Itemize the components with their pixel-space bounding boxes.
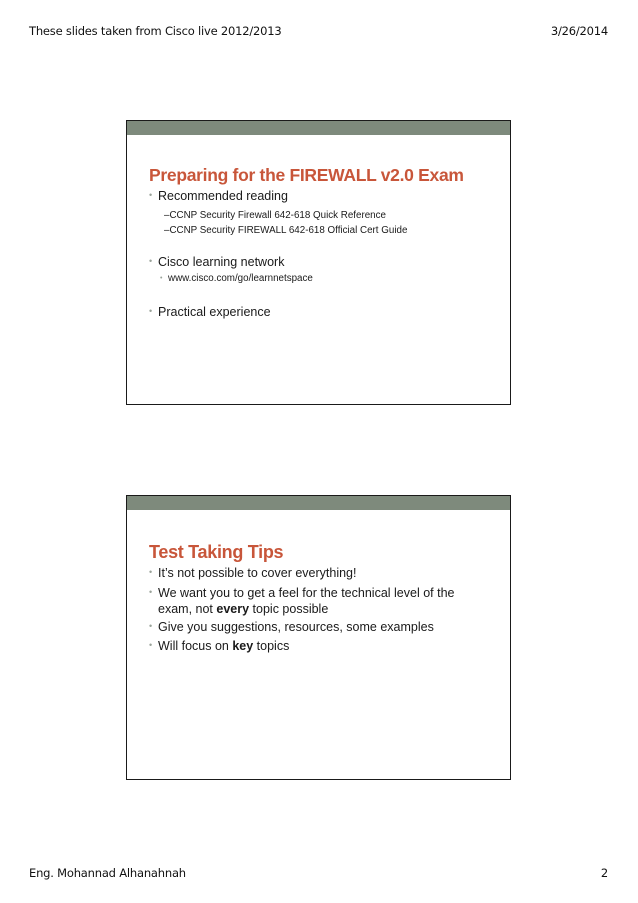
bullet-dot-icon: •	[149, 256, 153, 266]
bullet-dot-icon: •	[160, 275, 163, 282]
bullet-dot-icon: •	[149, 190, 153, 200]
slide-top-bar	[127, 496, 510, 510]
bullet-dot-icon: •	[149, 306, 153, 316]
bullet-recommended-reading: • Recommended reading	[149, 189, 288, 203]
bullet-dot-icon: •	[149, 567, 153, 577]
bullet-dot-icon: •	[149, 587, 153, 597]
tip-technical-level: • We want you to get a feel for the technical level of the exam, not every topic possible	[149, 586, 455, 616]
bullet-dot-icon: •	[149, 640, 153, 650]
page-number: 2	[600, 866, 608, 880]
slide-test-taking-tips	[126, 495, 511, 780]
slide-top-bar	[127, 121, 510, 135]
tip-suggestions: • Give you suggestions, resources, some examples	[149, 620, 434, 634]
page-header-date: 3/26/2014	[550, 24, 608, 38]
bullet-dot-icon: •	[149, 621, 153, 631]
reading-item: –CCNP Security FIREWALL 642-618 Official Cert Guide	[164, 225, 408, 236]
tip-key-topics: • Will focus on key topics	[149, 639, 290, 653]
slide-title: Test Taking Tips	[149, 542, 284, 562]
learning-network-link[interactable]: • www.cisco.com/go/learnnetspace	[160, 273, 313, 284]
page-header-left: These slides taken from Cisco live 2012/2013	[29, 24, 282, 38]
slide-title: Preparing for the FIREWALL v2.0 Exam	[149, 165, 464, 185]
page-footer-author: Eng. Mohannad Alhanahnah	[29, 866, 186, 880]
tip-cover-everything: • It’s not possible to cover everything!	[149, 566, 357, 580]
bullet-practical-experience: • Practical experience	[149, 305, 271, 319]
reading-item: –CCNP Security Firewall 642-618 Quick Reference	[164, 210, 386, 221]
bullet-cisco-learning-network: • Cisco learning network	[149, 255, 285, 269]
tip-technical-level-line2: exam, not every topic possible	[158, 602, 329, 616]
slide-firewall-exam	[126, 120, 511, 405]
